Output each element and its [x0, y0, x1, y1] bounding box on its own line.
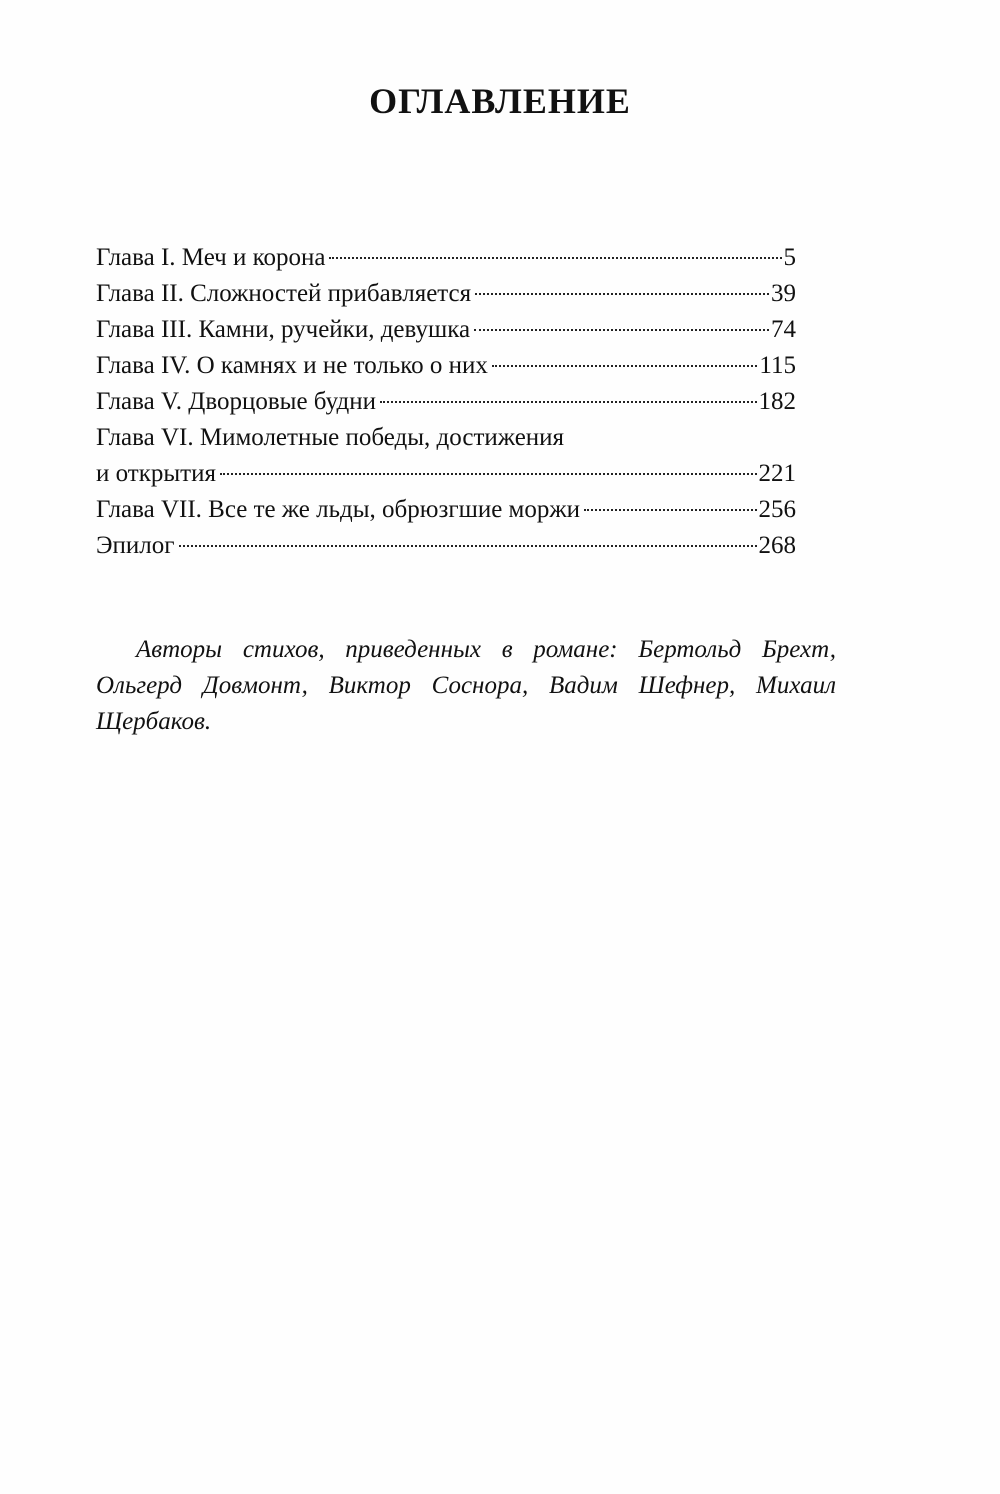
leader-dots — [329, 257, 781, 259]
toc-entry-continuation — [96, 456, 796, 492]
toc-entry-page-number: 115 — [759, 352, 796, 379]
toc-entry-label: Глава I. Меч и корона — [96, 244, 326, 271]
toc-entry-chapter-5 — [96, 384, 796, 420]
toc-entry-page-number: 39 — [771, 280, 796, 307]
toc-entry-epilogue — [96, 528, 796, 564]
leader-dots — [179, 545, 757, 547]
toc-entry-label: Глава II. Сложностей прибавляется — [96, 280, 472, 307]
toc-entry-chapter-7 — [96, 492, 796, 528]
toc-entry-chapter-1 — [96, 240, 796, 276]
toc-entry-label: Глава III. Камни, ручейки, девушка — [96, 316, 471, 343]
table-of-contents — [96, 240, 796, 564]
toc-entry-page-number: 221 — [758, 460, 796, 487]
toc-entry-page-number: 268 — [758, 532, 796, 559]
page-title: ОГЛАВЛЕНИЕ — [369, 81, 631, 121]
poetry-authors-note: Авторы стихов, приведенных в романе: Бертольд Брехт, Ольгерд Довмонт, Виктор Соснора, Вадим Шефнер, Михаил Щербаков. — [96, 636, 836, 735]
leader-dots — [475, 293, 769, 295]
toc-entry-chapter-6 — [96, 420, 796, 492]
toc-entry-label: Глава VII. Все те же льды, обрюзгшие моржи — [96, 496, 581, 523]
toc-entry-page-number: 74 — [771, 316, 796, 343]
leader-dots — [220, 473, 757, 475]
toc-entry-page-number: 182 — [758, 388, 796, 415]
toc-entry-page-number: 5 — [783, 244, 796, 271]
toc-entry-label: Глава IV. О камнях и не только о них — [96, 352, 488, 379]
toc-entry-chapter-3 — [96, 312, 796, 348]
toc-entry-page-number: 256 — [758, 496, 796, 523]
toc-entry-label: и открытия — [96, 460, 216, 487]
toc-entry-label-line-1: Глава VI. Мимолетные победы, достижения — [96, 424, 565, 451]
toc-entry-chapter-2 — [96, 276, 796, 312]
toc-entry-label: Глава V. Дворцовые будни — [96, 388, 376, 415]
toc-entry-chapter-4 — [96, 348, 796, 384]
leader-dots — [492, 365, 758, 367]
leader-dots — [474, 329, 769, 331]
toc-entry-label: Эпилог — [96, 532, 175, 559]
leader-dots — [380, 401, 757, 403]
leader-dots — [584, 509, 756, 511]
